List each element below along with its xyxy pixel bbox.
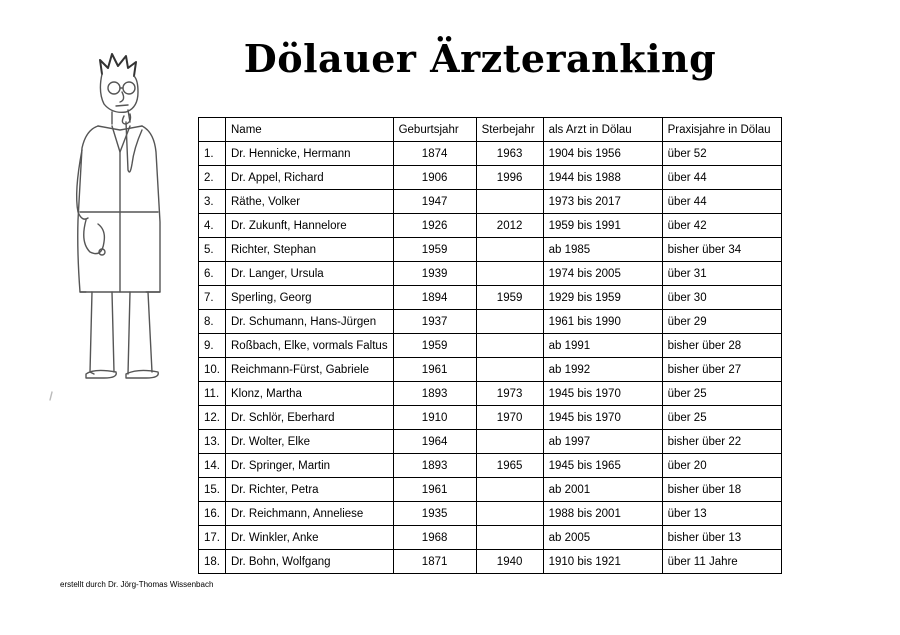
cell-birth-year: 1935 xyxy=(393,502,476,526)
cell-doctor-period: ab 1991 xyxy=(543,334,662,358)
cell-rank: 6. xyxy=(199,262,226,286)
table-row xyxy=(199,334,782,358)
cell-practice-years: über 11 Jahre xyxy=(662,550,781,574)
cell-death-year: 1940 xyxy=(476,550,543,574)
cell-birth-year: 1959 xyxy=(393,238,476,262)
cell-name: Dr. Wolter, Elke xyxy=(226,430,394,454)
cell-rank: 4. xyxy=(199,214,226,238)
cell-practice-years: über 44 xyxy=(662,166,781,190)
cell-practice-years: über 30 xyxy=(662,286,781,310)
table-row xyxy=(199,190,782,214)
cell-practice-years: bisher über 22 xyxy=(662,430,781,454)
cell-doctor-period: 1945 bis 1970 xyxy=(543,406,662,430)
cell-birth-year: 1906 xyxy=(393,166,476,190)
cell-birth-year: 1893 xyxy=(393,454,476,478)
cell-death-year: 1996 xyxy=(476,166,543,190)
cell-doctor-period: ab 1985 xyxy=(543,238,662,262)
author-credit: erstellt durch Dr. Jörg-Thomas Wissenbach xyxy=(60,580,214,589)
cell-death-year xyxy=(476,502,543,526)
cell-rank: 5. xyxy=(199,238,226,262)
thinking-doctor-illustration xyxy=(42,52,187,407)
cell-doctor-period: ab 2001 xyxy=(543,478,662,502)
cell-rank: 10. xyxy=(199,358,226,382)
cell-name: Räthe, Volker xyxy=(226,190,394,214)
cell-birth-year: 1874 xyxy=(393,142,476,166)
cell-name: Dr. Appel, Richard xyxy=(226,166,394,190)
cell-rank: 16. xyxy=(199,502,226,526)
cell-doctor-period: ab 2005 xyxy=(543,526,662,550)
cell-rank: 9. xyxy=(199,334,226,358)
cell-rank: 18. xyxy=(199,550,226,574)
cell-name: Dr. Winkler, Anke xyxy=(226,526,394,550)
cell-practice-years: bisher über 28 xyxy=(662,334,781,358)
cell-rank: 15. xyxy=(199,478,226,502)
cell-practice-years: über 52 xyxy=(662,142,781,166)
cell-practice-years: über 29 xyxy=(662,310,781,334)
table-header-row xyxy=(199,118,782,142)
cell-name: Klonz, Martha xyxy=(226,382,394,406)
cell-rank: 8. xyxy=(199,310,226,334)
cell-name: Richter, Stephan xyxy=(226,238,394,262)
cell-practice-years: über 13 xyxy=(662,502,781,526)
cell-death-year: 1959 xyxy=(476,286,543,310)
cell-practice-years: über 20 xyxy=(662,454,781,478)
cell-death-year: 1965 xyxy=(476,454,543,478)
cell-doctor-period: 1929 bis 1959 xyxy=(543,286,662,310)
header-rank xyxy=(199,118,226,142)
cell-name: Dr. Richter, Petra xyxy=(226,478,394,502)
cell-birth-year: 1968 xyxy=(393,526,476,550)
cell-rank: 3. xyxy=(199,190,226,214)
header-death-year: Sterbejahr xyxy=(476,118,543,142)
cell-doctor-period: 1910 bis 1921 xyxy=(543,550,662,574)
cell-practice-years: über 42 xyxy=(662,214,781,238)
cell-doctor-period: 1944 bis 1988 xyxy=(543,166,662,190)
cell-doctor-period: ab 1997 xyxy=(543,430,662,454)
cell-death-year xyxy=(476,358,543,382)
cell-name: Dr. Zukunft, Hannelore xyxy=(226,214,394,238)
cell-rank: 1. xyxy=(199,142,226,166)
cell-doctor-period: 1945 bis 1965 xyxy=(543,454,662,478)
cell-death-year: 2012 xyxy=(476,214,543,238)
cell-doctor-period: 1945 bis 1970 xyxy=(543,382,662,406)
cell-name: Dr. Schumann, Hans-Jürgen xyxy=(226,310,394,334)
table-row xyxy=(199,358,782,382)
header-name: Name xyxy=(226,118,394,142)
cell-name: Dr. Hennicke, Hermann xyxy=(226,142,394,166)
header-birth-year: Geburtsjahr xyxy=(393,118,476,142)
cell-death-year xyxy=(476,262,543,286)
header-practice-years: Praxisjahre in Dölau xyxy=(662,118,781,142)
cell-death-year xyxy=(476,430,543,454)
cell-name: Reichmann-Fürst, Gabriele xyxy=(226,358,394,382)
cell-death-year: 1973 xyxy=(476,382,543,406)
cell-doctor-period: 1988 bis 2001 xyxy=(543,502,662,526)
cell-death-year xyxy=(476,478,543,502)
cell-practice-years: bisher über 13 xyxy=(662,526,781,550)
cell-death-year: 1963 xyxy=(476,142,543,166)
table-row xyxy=(199,142,782,166)
cell-name: Sperling, Georg xyxy=(226,286,394,310)
cell-rank: 14. xyxy=(199,454,226,478)
cell-doctor-period: 1961 bis 1990 xyxy=(543,310,662,334)
header-doctor-period: als Arzt in Dölau xyxy=(543,118,662,142)
cell-practice-years: über 31 xyxy=(662,262,781,286)
cell-birth-year: 1871 xyxy=(393,550,476,574)
cell-birth-year: 1894 xyxy=(393,286,476,310)
cell-rank: 17. xyxy=(199,526,226,550)
table-row xyxy=(199,502,782,526)
cell-rank: 2. xyxy=(199,166,226,190)
cell-doctor-period: 1974 bis 2005 xyxy=(543,262,662,286)
cell-name: Dr. Bohn, Wolfgang xyxy=(226,550,394,574)
table-row xyxy=(199,262,782,286)
cell-doctor-period: 1904 bis 1956 xyxy=(543,142,662,166)
table-row xyxy=(199,382,782,406)
cell-rank: 12. xyxy=(199,406,226,430)
cell-death-year xyxy=(476,190,543,214)
ranking-table xyxy=(198,117,782,574)
table-row xyxy=(199,406,782,430)
table-row xyxy=(199,214,782,238)
cell-practice-years: über 44 xyxy=(662,190,781,214)
cell-name: Dr. Schlör, Eberhard xyxy=(226,406,394,430)
cell-doctor-period: 1959 bis 1991 xyxy=(543,214,662,238)
cell-rank: 11. xyxy=(199,382,226,406)
cell-name: Roßbach, Elke, vormals Faltus xyxy=(226,334,394,358)
table-row xyxy=(199,478,782,502)
cell-practice-years: bisher über 34 xyxy=(662,238,781,262)
cell-rank: 7. xyxy=(199,286,226,310)
page-title: Dölauer Ärzteranking xyxy=(243,36,717,81)
cell-birth-year: 1939 xyxy=(393,262,476,286)
cell-birth-year: 1961 xyxy=(393,358,476,382)
cell-death-year xyxy=(476,526,543,550)
cell-doctor-period: ab 1992 xyxy=(543,358,662,382)
cell-name: Dr. Reichmann, Anneliese xyxy=(226,502,394,526)
table-row xyxy=(199,454,782,478)
cell-birth-year: 1937 xyxy=(393,310,476,334)
table-row xyxy=(199,310,782,334)
cell-practice-years: über 25 xyxy=(662,406,781,430)
table-row xyxy=(199,550,782,574)
table-row xyxy=(199,238,782,262)
cell-birth-year: 1947 xyxy=(393,190,476,214)
cell-birth-year: 1964 xyxy=(393,430,476,454)
table-row xyxy=(199,286,782,310)
cell-birth-year: 1961 xyxy=(393,478,476,502)
cell-practice-years: bisher über 18 xyxy=(662,478,781,502)
cell-death-year xyxy=(476,334,543,358)
table-row xyxy=(199,430,782,454)
cell-birth-year: 1910 xyxy=(393,406,476,430)
cell-death-year: 1970 xyxy=(476,406,543,430)
cell-rank: 13. xyxy=(199,430,226,454)
cell-doctor-period: 1973 bis 2017 xyxy=(543,190,662,214)
cell-practice-years: über 25 xyxy=(662,382,781,406)
cell-name: Dr. Langer, Ursula xyxy=(226,262,394,286)
cell-death-year xyxy=(476,238,543,262)
cell-name: Dr. Springer, Martin xyxy=(226,454,394,478)
cell-death-year xyxy=(476,310,543,334)
cell-birth-year: 1893 xyxy=(393,382,476,406)
cell-practice-years: bisher über 27 xyxy=(662,358,781,382)
cell-birth-year: 1959 xyxy=(393,334,476,358)
table-row xyxy=(199,526,782,550)
cell-birth-year: 1926 xyxy=(393,214,476,238)
table-row xyxy=(199,166,782,190)
